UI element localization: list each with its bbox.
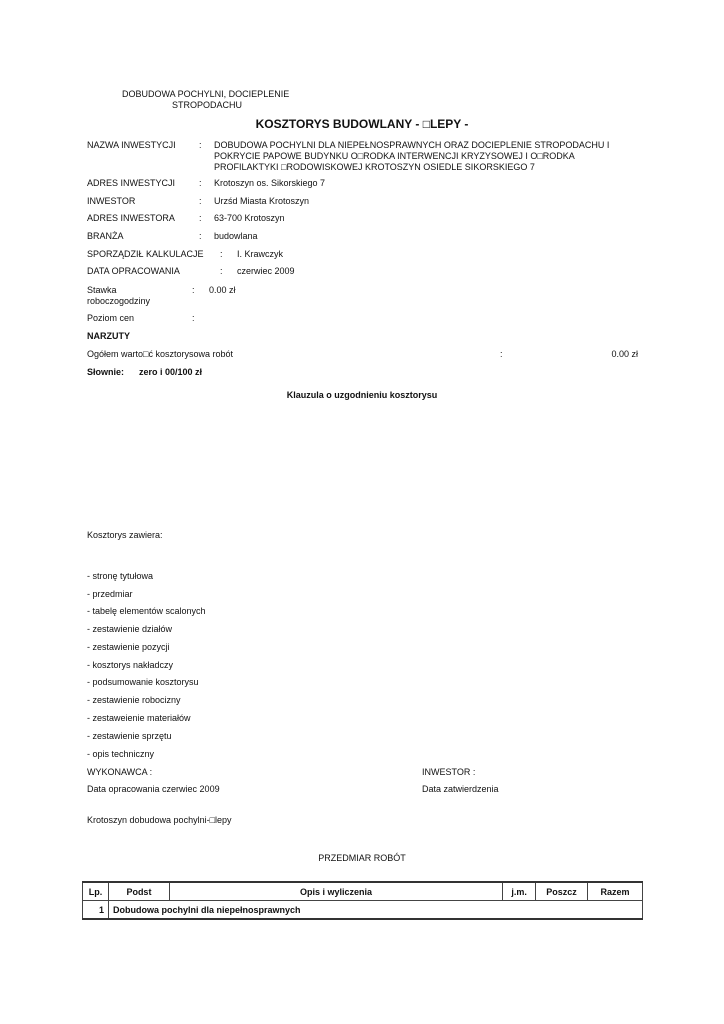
list-item: - tabelę elementów scalonych (87, 606, 206, 616)
stawka-label (87, 285, 150, 307)
data-opracowania-colon: : (220, 266, 223, 276)
data-opracowania-label: DATA OPRACOWANIA (87, 266, 180, 276)
klauzula-heading: Klauzula o uzgodnieniu kosztorysu (286, 390, 438, 400)
sporzadzil-colon: : (220, 249, 223, 259)
column-header-poszcz: Poszcz (536, 882, 588, 901)
poziom-cen-colon: : (192, 313, 195, 323)
list-item: - zestaweienie materiałów (87, 713, 191, 723)
list-item: - zestawienie sprzętu (87, 731, 172, 741)
table-header-row (83, 882, 643, 901)
sporzadzil-label: SPORZĄDZIŁ KALKULACJE (87, 249, 204, 259)
adres-inwestycji-label: ADRES INWESTYCJI (87, 178, 176, 188)
column-header-jm: j.m. (503, 882, 536, 901)
ogolem-label: Ogółem warto□ć kosztorysowa robót (87, 349, 233, 359)
adres-inwestora-value: 63-700 Krotoszyn (214, 213, 285, 223)
stawka-value: 0.00 zł (209, 285, 236, 295)
nazwa-value (214, 140, 634, 173)
inwestor-label: INWESTOR (87, 196, 136, 206)
row-lp: 1 (83, 901, 109, 920)
inwestor-colon: : (199, 196, 202, 206)
list-item: - zestawienie działów (87, 624, 173, 634)
list-item: - kosztorys nakładczy (87, 660, 174, 670)
stawka-colon: : (192, 285, 195, 295)
data-zatwierdzenia-label: Data zatwierdzenia (422, 784, 499, 794)
nazwa-colon: : (199, 140, 202, 150)
column-header-lp: Lp. (83, 882, 109, 901)
nazwa-value-line-2: POKRYCIE PAPOWE BUDYNKU O□RODKA INTERWENCJI KRYZYSOWEJ I O□RODKA (214, 151, 575, 161)
poziom-cen-label: Poziom cen (87, 313, 135, 323)
inwestor-signature-label: INWESTOR : (422, 767, 476, 777)
data-opracowania-value: czerwiec 2009 (237, 266, 295, 276)
przedmiar-title: PRZEDMIAR ROBÓT (318, 853, 406, 863)
list-item: - zestawienie pozycji (87, 642, 170, 652)
wykonawca-label: WYKONAWCA : (87, 767, 153, 777)
list-item: - stronę tytułowa (87, 571, 154, 581)
stawka-label-line-2: roboczogodziny (87, 296, 151, 306)
krotoszyn-line: Krotoszyn dobudowa pochylni-□lepy (87, 815, 232, 825)
header-line-2: STROPODACHU (172, 100, 243, 110)
sporzadzil-value: I. Krawczyk (237, 249, 284, 259)
list-item: - zestawienie robocizny (87, 695, 181, 705)
header-block (122, 89, 352, 111)
list-item: - opis techniczny (87, 749, 155, 759)
nazwa-value-line-3: PROFILAKTYKI □RODOWISKOWEJ KROTOSZYN OSIEDLE SIKORSKIEGO 7 (214, 162, 535, 172)
slownie-value: zero i 00/100 zł (139, 367, 203, 377)
inwestor-value: Urzśd Miasta Krotoszyn (214, 196, 310, 206)
adres-inwestora-colon: : (199, 213, 202, 223)
row-opis: Dobudowa pochylni dla niepełnosprawnych (108, 901, 642, 920)
data-opracowania-footer: Data opracowania czerwiec 2009 (87, 784, 220, 794)
branza-value: budowlana (214, 231, 258, 241)
list-item: - podsumowanie kosztorysu (87, 677, 199, 687)
adres-inwestora-label: ADRES INWESTORA (87, 213, 175, 223)
stawka-label-line-1: Stawka (87, 285, 117, 295)
ogolem-colon: : (500, 349, 503, 359)
table-row (83, 901, 643, 920)
adres-inwestycji-colon: : (199, 178, 202, 188)
nazwa-label: NAZWA INWESTYCJI (87, 140, 176, 150)
zawiera-label: Kosztorys zawiera: (87, 530, 163, 540)
header-line-1: DOBUDOWA POCHYLNI, DOCIEPLENIE (122, 89, 290, 99)
column-header-razem: Razem (588, 882, 643, 901)
list-item: - przedmiar (87, 589, 133, 599)
nazwa-value-line-1: DOBUDOWA POCHYLNI DLA NIEPEŁNOSPRAWNYCH ORAZ DOCIEPLENIE STROPODACHU I (214, 140, 610, 150)
document-title: KOSZTORYS BUDOWLANY - □LEPY - (255, 117, 469, 131)
adres-inwestycji-value: Krotoszyn os. Sikorskiego 7 (214, 178, 326, 188)
ogolem-value: 0.00 zł (611, 349, 638, 359)
narzuty-label: NARZUTY (87, 331, 130, 341)
column-header-podst: Podst (108, 882, 169, 901)
column-header-opis: Opis i wyliczenia (169, 882, 502, 901)
branza-label: BRANŻA (87, 231, 124, 241)
przedmiar-table (82, 881, 643, 920)
branza-colon: : (199, 231, 202, 241)
slownie-label: Słownie: (87, 367, 125, 377)
